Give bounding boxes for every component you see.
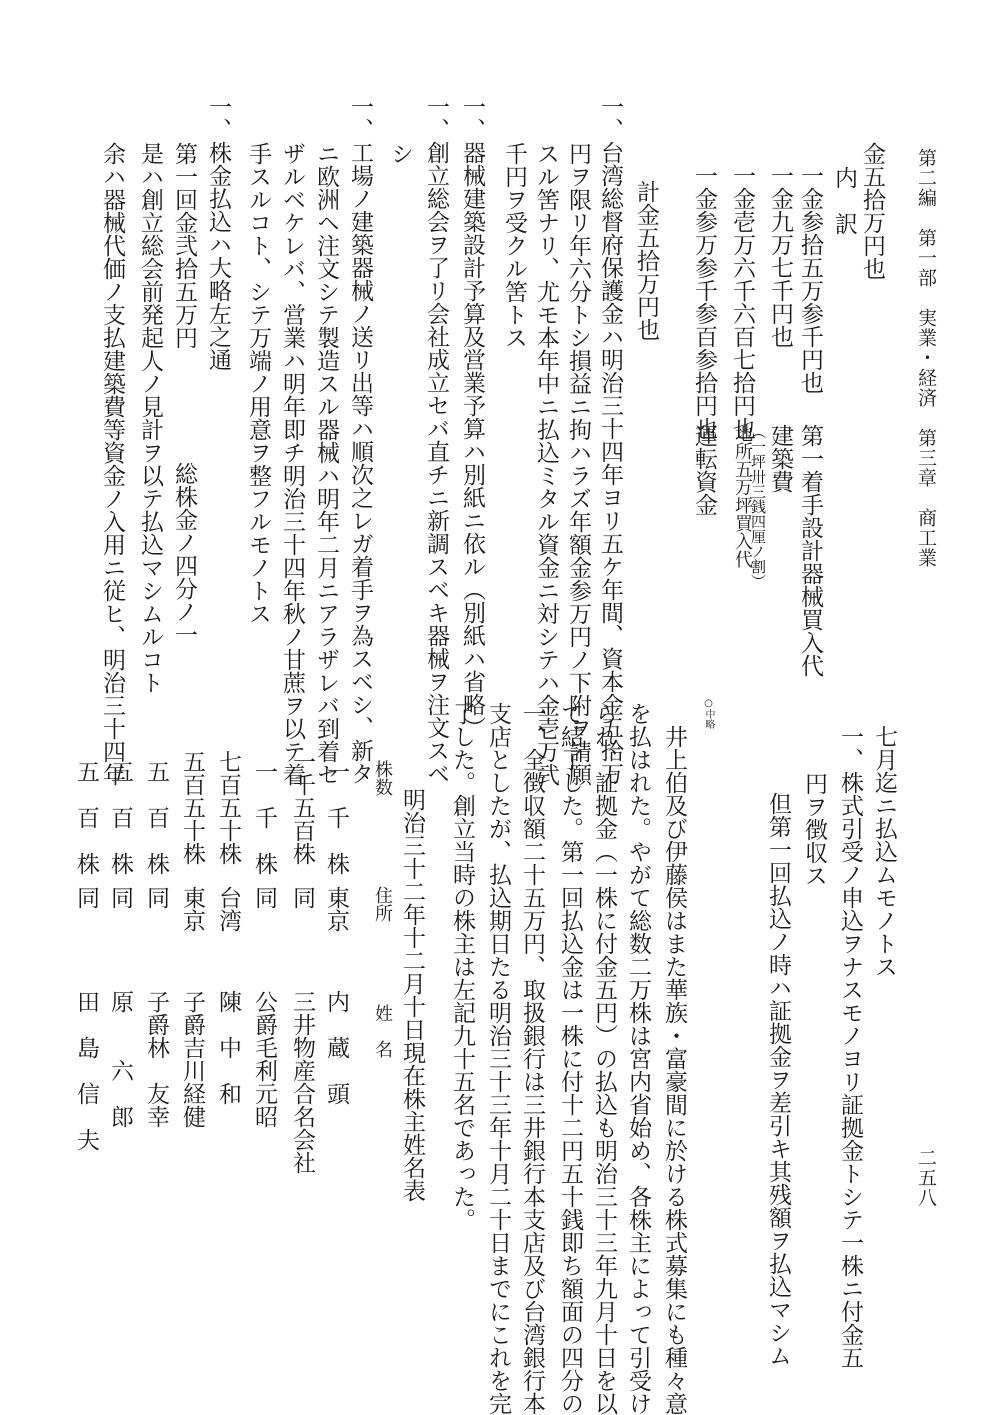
paragraph-line: シ (387, 142, 413, 165)
row-address: 同 (143, 886, 169, 909)
row-shares: 五 百 株 (73, 760, 99, 875)
installment-ratio: 総株金ノ四分ノ一 (171, 462, 197, 646)
item-purpose: 第一着手設計器械買入代 (797, 424, 823, 677)
total-amount: 計金五拾万円也 (633, 180, 659, 341)
commentary-line: て結了した。第一回払込金は一株に付十二円五十銭即ち額面の四分の (557, 702, 583, 1415)
commentary-line: 了した。創立当時の株主は左記九十五名であった。 (449, 702, 475, 1231)
item-amount: 一金参拾五万参千円也 (797, 164, 823, 394)
paragraph-line: 一、台湾総督府保護金ハ明治三十四年ヨリ五ケ年間、資本金五拾万 (597, 95, 623, 785)
column-header-address: 住所 (372, 886, 393, 922)
item-purpose: 運転資金 (691, 424, 717, 516)
paragraph-line: ニ欧洲ヘ注文シテ製造スル器械ハ明年二月ニアラザレバ到着セ (313, 142, 339, 786)
item-purpose: 地所五万坪買入代 (732, 424, 753, 568)
paragraph-line: 手スルコト、シテ万端ノ用意ヲ整フルモノトス (245, 142, 271, 625)
row-address: 東京 (179, 886, 205, 932)
row-shares: 五百五十株 (179, 750, 205, 865)
item-amount: 一金参万参千参百参拾円也 (691, 164, 717, 440)
row-address: 同 (289, 886, 315, 909)
row-name: 内 蔵 頭 (323, 990, 349, 1105)
paragraph-line: 一、器械建築設計予算及営業予算ハ別紙ニ依ル（別紙ハ省略） (459, 95, 485, 739)
installment-line: 第一回金弐拾五万円 (171, 142, 197, 349)
paragraph-line: 一、株金払込ハ大略左之通 (205, 95, 231, 371)
row-address: 台湾 (215, 886, 241, 932)
row-shares: 一千五百株 (289, 750, 315, 865)
commentary-line: 井上伯及び伊藤侯はまた華族・富豪間に於ける株式募集にも種々意 (661, 725, 687, 1415)
running-title: 第二編 第一部 実業・経済 第三章 商工業 (915, 148, 937, 568)
row-shares: 一 千 株 (323, 760, 349, 875)
paragraph-line: 千円ヲ受クル筈トス (501, 142, 527, 349)
commentary-line: られ、証拠金（一株に付金五円）の払込も明治三十三年九月十日を以 (591, 702, 617, 1415)
breakdown-label: 内 訳 (831, 166, 857, 235)
row-name: 原 六 郎 (107, 990, 133, 1128)
commentary-line: 支店としたが、払込期日たる明治三十三年十月二十日までにこれを完 (485, 702, 511, 1415)
row-name: 公爵毛利元昭 (251, 990, 277, 1128)
item-amount: 一金九万七千円也 (767, 164, 793, 348)
item-purpose: 建築費 (767, 424, 793, 493)
paragraph-line: 円ヲ限リ年六分トシ損益ニ拘ハラズ年額金参万円ノ下附ヲ請願 (565, 142, 591, 786)
paragraph-line: 一、創立総会ヲ了リ会社成立セバ直チニ新調スベキ器械ヲ注文スベ (423, 95, 449, 785)
row-name: 三井物産合名会社 (289, 990, 315, 1174)
row-name: 子爵林 友幸 (143, 990, 169, 1128)
row-address: 同 (251, 886, 277, 909)
paragraph-line: 是ハ創立総会前発起人ノ見計ヲ以テ払込マシムルコト (137, 142, 163, 694)
item-note: （一坪卅三銭四厘ノ割） (749, 424, 767, 589)
paragraph-line: スル筈ナリ、尤モ本年中ニ払込ミタル資金ニ対シテハ金壱万弐 (533, 142, 559, 786)
paragraph-line: 七月迄ニ払込ムモノトス (871, 725, 897, 978)
row-name: 子爵吉川経健 (179, 990, 205, 1128)
column-header-shares: 株数 (372, 760, 393, 796)
row-address: 同 (73, 886, 99, 909)
row-address: 同 (107, 886, 133, 909)
item-amount: 一金壱万六千六百七拾円也 (729, 164, 755, 440)
paragraph-line: 一、工場ノ建築器械ノ送リ出等ハ順次之レガ着手ヲ為スベシ、新タ (347, 95, 373, 785)
paragraph-line: 一、株式引受ノ申込ヲナスモノヨリ証拠金トシテ一株ニ付金五 (837, 725, 863, 1369)
paragraph-line: ザルベケレバ、営業ハ明年即チ明治三十四年秋ノ甘蔗ヲ以テ着 (279, 142, 305, 786)
commentary-line: 一、全徴収額二十五万円、取扱銀行は三井銀行本支店及び台湾銀行本 (519, 702, 545, 1415)
paragraph-line: 余ハ器械代価ノ支払建築費等資金ノ入用ニ従ヒ、明治三十四年 (99, 142, 125, 786)
page-number: 二五八 (915, 1148, 937, 1208)
commentary-line: を払はれた。やがて総数二万株は宮内省始め、各株主によって引受け (625, 702, 651, 1415)
row-name: 田 島 信 夫 (73, 990, 99, 1151)
capital-amount: 金五拾万円也 (859, 142, 885, 280)
column-header-name: 姓 名 (372, 1004, 393, 1058)
paragraph-line: 但第一回払込ノ時ハ証拠金ヲ差引キ其残額ヲ払込マシム (765, 792, 791, 1367)
paragraph-line: 円ヲ徴収ス (801, 772, 827, 887)
omission-mark: ○中略 (703, 698, 714, 729)
row-shares: 一 千 株 (251, 760, 277, 875)
row-address: 東京 (323, 886, 349, 932)
row-shares: 七百五十株 (215, 750, 241, 865)
table-title: 明治三十二年十二月十日現在株主姓名表 (399, 788, 425, 1202)
row-shares: 五 百 株 (107, 760, 133, 875)
row-name: 陳 中 和 (215, 990, 241, 1105)
row-shares: 五 百 株 (143, 760, 169, 875)
